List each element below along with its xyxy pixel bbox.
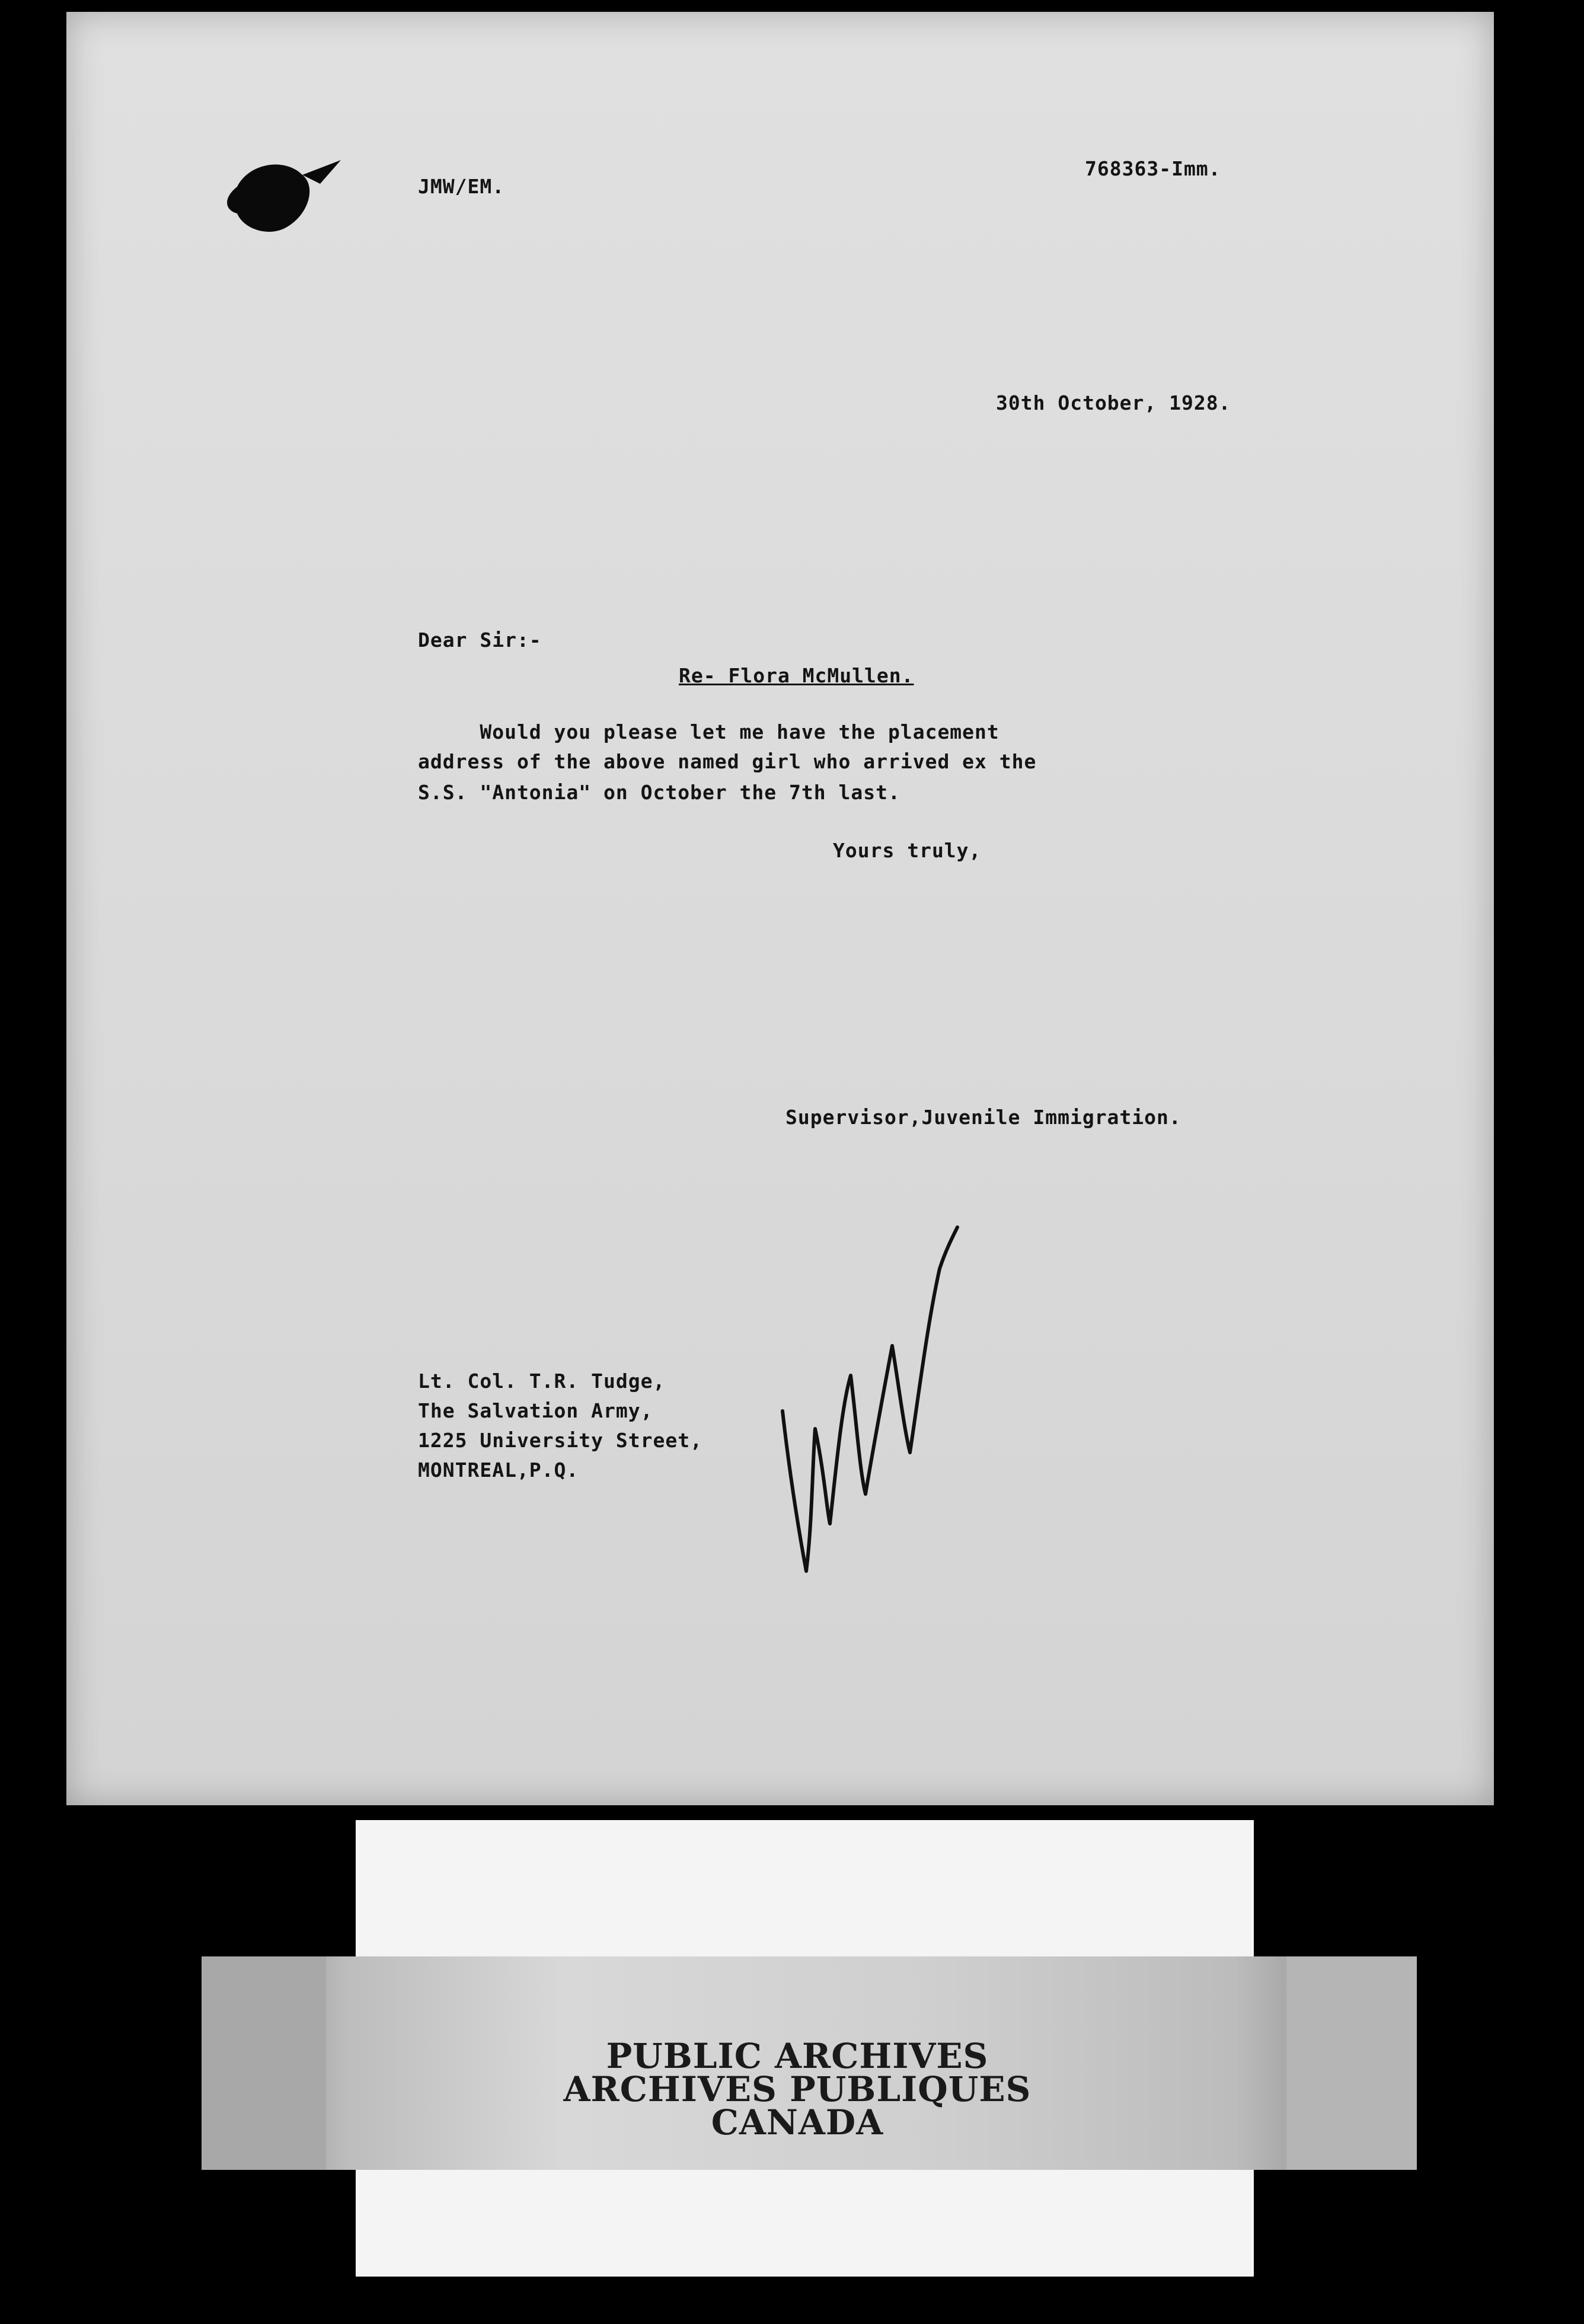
letter-date: 30th October, 1928. (996, 391, 1231, 414)
addressee-line: MONTREAL,P.Q. (418, 1458, 579, 1482)
file-number: 768363-Imm. (1085, 157, 1221, 180)
stamp-line: CANADA (711, 2102, 884, 2143)
body-line: Would you please let me have the placement (418, 720, 999, 743)
addressee-line: Lt. Col. T.R. Tudge, (418, 1370, 666, 1393)
addressee-line: 1225 University Street, (418, 1429, 702, 1452)
punch-hole-mark (213, 151, 350, 252)
addressee-line: The Salvation Army, (418, 1399, 653, 1422)
archive-stamp (308, 2036, 1286, 2143)
stamp-line: ARCHIVES PUBLIQUES (563, 2069, 1031, 2109)
salutation: Dear Sir:- (418, 628, 542, 652)
subject-line: Re- Flora McMullen. (679, 664, 914, 687)
body-line: S.S. "Antonia" on October the 7th last. (418, 781, 900, 804)
tape-left-end (202, 1956, 326, 2170)
tape-right-end (1286, 1956, 1417, 2170)
closing: Yours truly, (833, 839, 982, 862)
body-line: address of the above named girl who arrived ex the (418, 750, 1037, 773)
signature-title: Supervisor,Juvenile Immigration. (785, 1106, 1181, 1129)
reference-initials: JMW/EM. (418, 175, 505, 198)
handwritten-initials (771, 1215, 966, 1583)
stamp-line: PUBLIC ARCHIVES (606, 2036, 989, 2076)
